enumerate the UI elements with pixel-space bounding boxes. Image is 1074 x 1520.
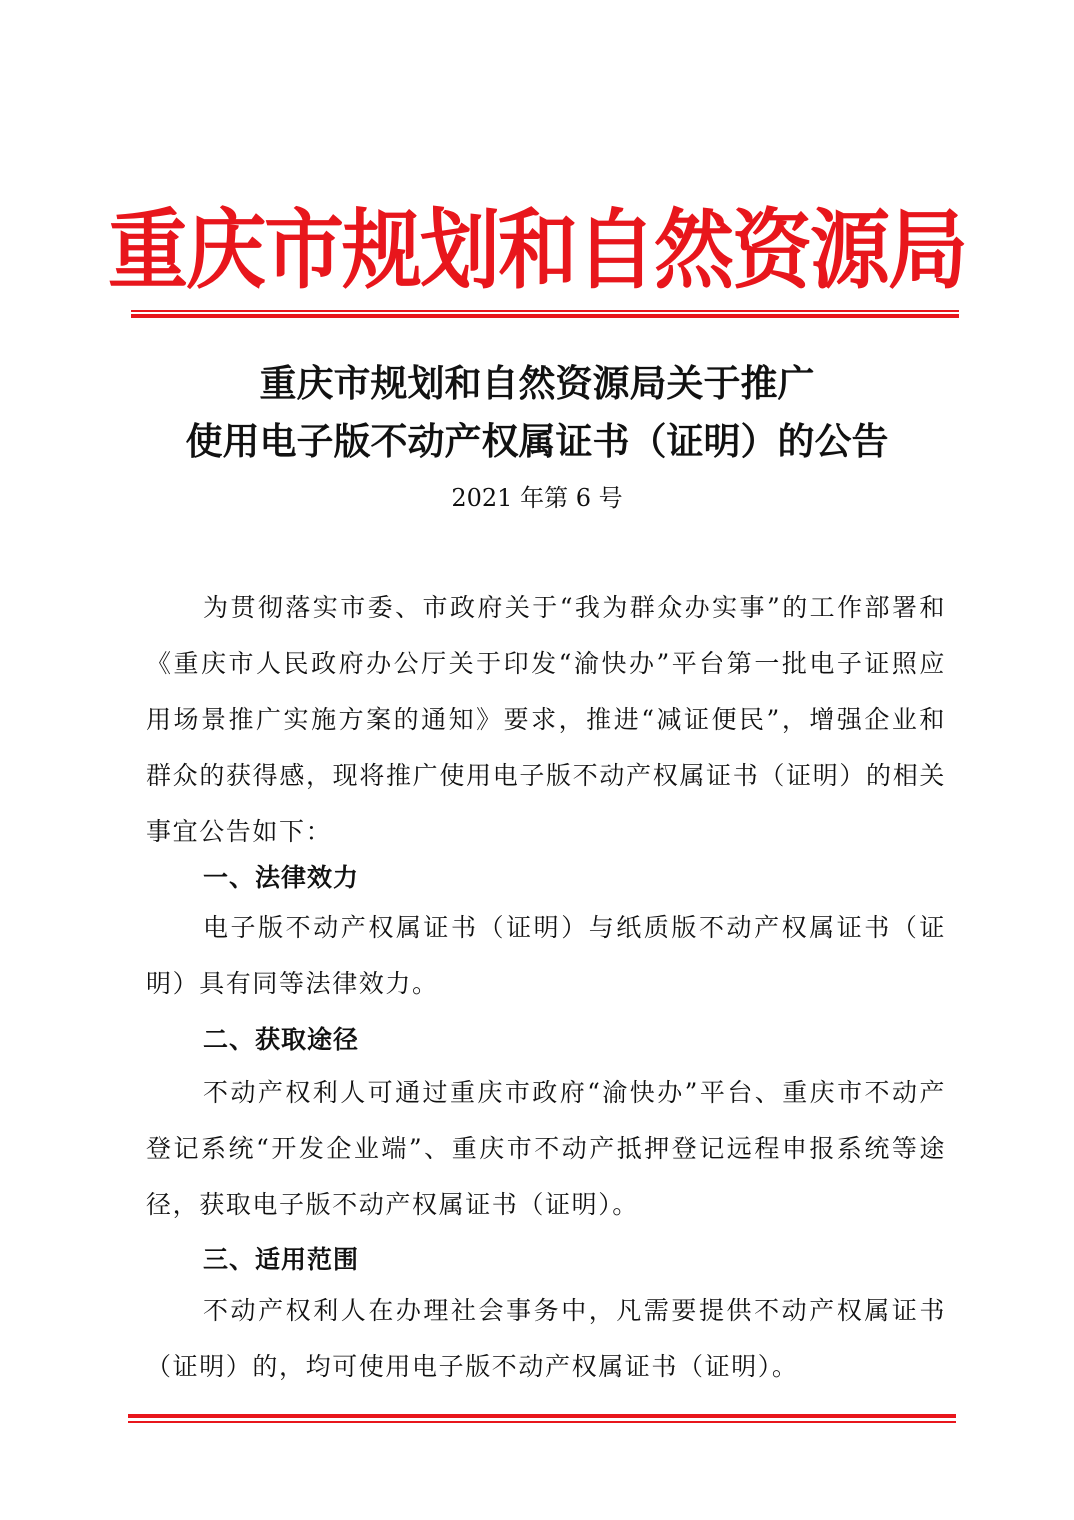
section-heading-access-channels: 二、获取途径 [203, 1025, 360, 1054]
section-body-scope: 不动产权利人在办理社会事务中，凡需要提供不动产权属证书（证明）的，均可使用电子版不动产权属证书（证明）。 [146, 1296, 946, 1381]
notice-title-line-2: 使用电子版不动产权属证书（证明）的公告 [185, 419, 889, 463]
masthead-rule-thick [131, 314, 959, 318]
notice-number: 2021 年第 6 号 [451, 484, 623, 512]
section-heading-legal-effect: 一、法律效力 [203, 863, 360, 892]
section-body-legal-effect: 电子版不动产权属证书（证明）与纸质版不动产权属证书（证明）具有同等法律效力。 [146, 913, 946, 998]
agency-masthead: 重庆市规划和自然资源局 [108, 200, 966, 301]
intro-paragraph: 为贯彻落实市委、市政府关于“我为群众办实事”的工作部署和《重庆市人民政府办公厅关于印发“渝快办”平台第一批电子证照应用场景推广实施方案的通知》要求，推进“减证便民”，增强企业和群众的获得感，现将推广使用电子版不动产权属证书（证明）的相关事宜公告如下： [146, 593, 946, 846]
notice-title-line-1: 重庆市规划和自然资源局关于推广 [259, 361, 815, 405]
footer-rule-thick [128, 1414, 956, 1418]
section-body-access-channels: 不动产权利人可通过重庆市政府“渝快办”平台、重庆市不动产登记系统“开发企业端”、重庆市不动产抵押登记远程申报系统等途径，获取电子版不动产权属证书（证明）。 [146, 1078, 946, 1219]
footer-rule-thin [128, 1421, 956, 1423]
section-heading-scope: 三、适用范围 [203, 1245, 360, 1274]
masthead-rule-thin [131, 310, 959, 312]
